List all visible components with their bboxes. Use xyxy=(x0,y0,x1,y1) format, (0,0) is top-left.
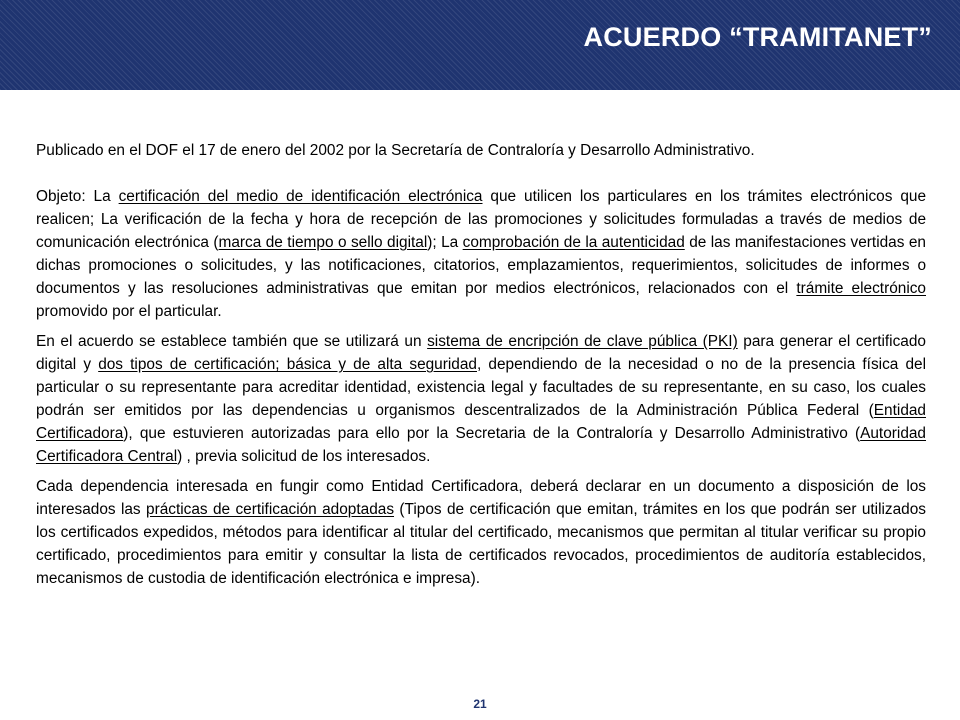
page-number: 21 xyxy=(473,697,487,711)
underlined-term: dos tipos de certificación; básica y de alta seguridad xyxy=(98,356,477,373)
text-run: Objeto: La xyxy=(36,188,119,205)
text-run: Cada dependencia interesada en fungir como Entidad Certificadora, deberá declarar en un documento a disposición de los interesados las xyxy=(36,478,926,518)
text-run: En el acuerdo se establece también que se utilizará un xyxy=(36,333,428,350)
underlined-term: certificación del medio de identificación electrónica xyxy=(118,188,483,205)
paragraph-objeto xyxy=(36,185,926,323)
document-body xyxy=(36,139,926,590)
page-title: ACUERDO “TRAMITANET” xyxy=(583,22,932,52)
underlined-term: prácticas de certificación adoptadas xyxy=(146,501,395,518)
title-banner xyxy=(0,0,960,90)
text-run: promovido por el particular. xyxy=(36,303,222,320)
text-run: (Tipos de certificación que emitan, trámites en los que podrán ser utilizados los certificados expedidos, métodos para identificar al titular del certificado, mecanismos que permitan al titular verificar su propio certificado, procedimientos para emitir y consultar la lista de certificados revocados, procedimientos de auditoría establecidos, mecanismos de custodia de identificación electrónica e impresa). xyxy=(36,501,926,587)
underlined-term: marca de tiempo o sello digital xyxy=(218,234,428,251)
underlined-term: Entidad Certificadora xyxy=(36,402,926,442)
paragraph-pki xyxy=(36,330,926,468)
underlined-term: Autoridad Certificadora Central xyxy=(36,425,926,465)
text-run: , dependiendo de la necesidad o no de la presencia física del particular o su representante para acreditar identidad, existencia legal y facultades de su representante, en su caso, los cuales podrán ser emitidos por las dependencias u organismos descentralizados de la Administración Pública Federal ( xyxy=(36,356,927,419)
text-run: ) , previa solicitud de los interesados. xyxy=(177,448,431,465)
underlined-term: comprobación de la autenticidad xyxy=(462,234,685,251)
text-run: que utilicen los particulares en los trámites electrónicos que realicen; La verificación de la fecha y hora de recepción de las promociones y solicitudes formuladas a través de medios de comunicación electrónica ( xyxy=(36,188,927,251)
text-run: de las manifestaciones vertidas en dichas promociones o solicitudes, y las notificaciones, citatorios, emplazamientos, requerimientos, solicitudes de informes o documentos y las resoluciones administrativas que emitan por medios electrónicos, relacionados con el xyxy=(36,234,926,297)
paragraph-practicas xyxy=(36,475,926,590)
publication-note: Publicado en el DOF el 17 de enero del 2002 por la Secretaría de Contraloría y Desarrollo Administrativo. xyxy=(36,142,755,159)
text-run: ); La xyxy=(427,234,463,251)
text-run: para generar el certificado digital y xyxy=(36,333,926,373)
underlined-term: sistema de encripción de clave pública (PKI) xyxy=(427,333,738,350)
text-run: ), que estuvieren autorizadas para ello por la Secretaria de la Contraloría y Desarrollo Administrativo ( xyxy=(123,425,861,442)
underlined-term: trámite electrónico xyxy=(796,280,926,297)
